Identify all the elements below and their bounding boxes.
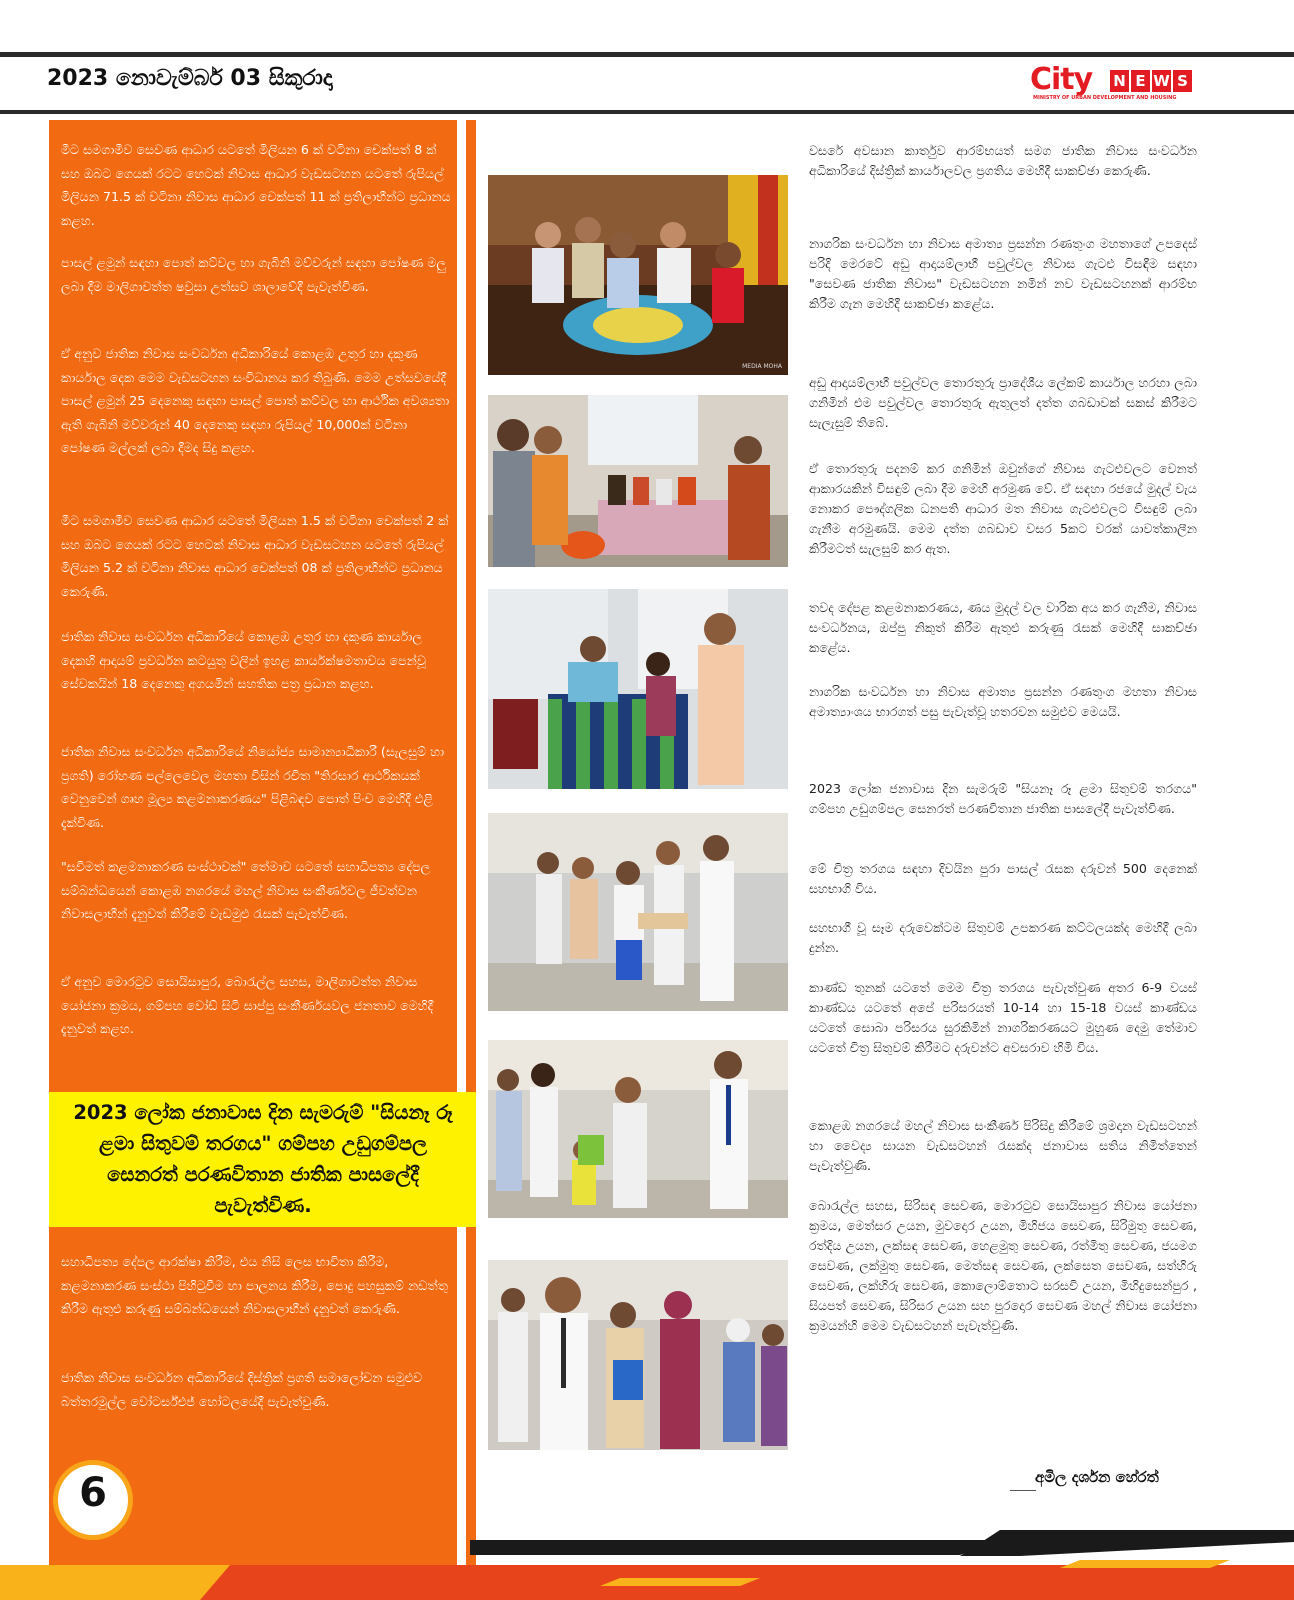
- logo-letter: W: [1153, 72, 1170, 90]
- right-paragraph: නාගරික සංවර්ධන හා නිවාස අමාත්‍ය ප්‍රසන්න රණතුංග මහතා නිවාස අමාත්‍යාංශය භාරගත් පසු පැවැත්වූ හතරවන සමුළුව මෙයයි.: [809, 684, 1197, 719]
- logo-city-text: City: [1030, 62, 1093, 97]
- left-paragraph: ජාතික නිවාස සංවර්ධන අධිකාරියේ නියෝජ්‍ය සාමාන්‍යාධිකාරී (සැලසුම් හා ප්‍රගති) රෝහණ පල්ලෙවෙල මහතා විසින් රචිත "තිරසාර ආර්ථිකයක් වෙනුවෙන් ගෘහ මූල්‍ය කළමනාකරණය" පිළිබඳව පොත් පිංච මෙහිදී එළි දැක්විණ.: [61, 744, 445, 830]
- issue-date: 2023 නොවැම්බර් 03 සිකුරාදා: [47, 66, 333, 91]
- logo-letter: E: [1131, 70, 1150, 92]
- left-paragraph: මීට සමගාමීව සෙවණ ආධාර යටතේ මිලියන 1.5 ක් වටිනා චෙක්පත් 2 ක් සහ ඔබට ගෙයක් රටට හෙටක් නිවාස ආධාර වැඩසටහන යටතේ රුපියල් මිලියන 5.2 ක් වටිනා නිවාස ආධාර චෙක්පත් 08 ක් ප්‍රතිලාභීන්ට ප්‍රධානය කෙරුණි.: [61, 513, 449, 599]
- photo-credit: MEDIA MOHA: [742, 363, 782, 370]
- left-paragraph: පාසල් ළමුන් සඳහා පොත් කට්වල හා ගැබිනි මව්වරුන් සඳහා පෝෂණ මලු ලබා දීම මාලිගාවත්ත ෂවුසා උත්සව ශාලාවේදී පැවැත්විණ.: [61, 255, 447, 294]
- left-column-background: [49, 120, 457, 1575]
- left-paragraph: "සවිමත් කළමනාකරණ සංස්ථාවක්" තේමාව යටතේ සහාධිපත්‍ය දේපල සම්බන්ධයෙන් කොළඹ නගරයේ මහල් නිවාස සංකීර්ණවල ජීවත්වන නිවාසලාභීන් දැනුවත් කිරීමේ වැඩමුළු රැසක් පැවැත්විණ.: [61, 859, 431, 922]
- left-paragraph: සහාධිපත්‍ය දේපල ආරක්ෂා කිරීම, එය නිසි ලෙස භාවිතා කිරීම, කළමනාකරණ සංස්ථා පිහිටුවීම හා පාලනය කිරීම, පොදු පහසුකම් නඩත්තු කිරීම ඇතුළු කරුණු සම්බන්ධයෙන් නිවාසලාභීන් දැනුවත් කෙරුණි.: [61, 1254, 448, 1317]
- left-paragraph: ජාතික නිවාස සංවර්ධන අධිකාරියේ දිස්ත්‍රික් ප්‍රගති සමාලෝචන සමුළුව බත්තරමුල්ල වෝටර්ස්එජ් හෝටලයේදී පැවැත්වුණි.: [61, 1370, 423, 1409]
- logo-news-letters: [1110, 70, 1192, 92]
- right-paragraph: තවද දේපළ කළමනාකරණය, ණය මුදල් වල වාරික අය කර ගැනීම, නිවාස සංවර්ධනය, ඔප්පු නිකුත් කිරීම ඇතුළු කරුණු රැසක් මෙහිදී සාකච්ඡා කළේය.: [809, 600, 1197, 655]
- footer-decoration: [0, 1530, 1294, 1600]
- highlight-title: 2023 ලෝක ජනාවාස දින සැමරුම් "සියනෑ රූ ළමා සිතුවම් තරගය" ගම්පහ උඩුගම්පල සෙනරත් පරණවිතාන ජාතික පාසලේදී පැවැත්විණ.: [73, 1101, 453, 1217]
- header-bottom-rule: [0, 110, 1294, 114]
- page-number: 6: [79, 1470, 107, 1516]
- photo-pregnant-mothers-gifts: [488, 1260, 788, 1450]
- right-paragraph: 2023 ලෝක ජනාවාස දින සැමරුම් "සියනෑ රූ ළමා සිතුවම් තරගය" ගම්පහ උඩුගම්පල සෙනරත් පරණවිතාන ජාතික පාසලේදී පැවැත්විණ.: [809, 781, 1197, 816]
- logo-subtitle: MINISTRY OF URBAN DEVELOPMENT AND HOUSING: [1033, 95, 1177, 101]
- right-paragraph: බොරැල්ල සහස, සිරිසඳ සෙවණ, මොරටුව සොයිසාපුර නිවාස යෝජනා ක්‍රමය, මෙත්සර උයන, මුවදොර උයන, මිහිජය සෙවණ, සිරිමුතු සෙවණ, රත්දිය උයන, ලක්සඳ සෙවණ, හෙළමුතු සෙවණ, රත්මිතු සෙවණ, ජයමග සෙවණ, ලක්මුතු සෙවණ, මෙත්සඳ සෙවණ, ලක්සෙත සෙවණ, සත්හිරු සෙවණ, ලක්හිරු සෙවණ, කොලොම්තොට සරසවි උයන, මිහිදුසෙන්පුර , සියපත් සෙවණ, සිරිසර උයන සහ පුරදොර සෙවණ මහල් නිවාස යෝජනා ක්‍රමයන්හි මෙම වැඩසටහන් පැවැත්වුණි.: [809, 1198, 1197, 1333]
- right-paragraph: සහභාගී වූ සෑම දරුවෙක්ටම සිතුවම් උපකරණ කට්ටලයක්ද මෙහිදී ලබා දුන්න.: [809, 920, 1197, 955]
- left-paragraph: ඒ අනුව ජාතික නිවාස සංවර්ධන අධිකාරියේ කොළඹ උතුර හා දකුණ කාර්යාල දෙක මෙම වැඩසටහන සංවිධානය කර තිබුණි. මෙම උත්සවයේදී පාසල් ළමුන් 25 දෙනෙකු සඳහා පාසල් පොත් කට්වල හා ආර්ථික අවශ්‍යතා ඇති ගැබිනි මව්වරුන් 40 දෙනෙකු සඳහා රුපියල් 10,000ක් වටිනා පෝෂණ මල්ලක් ලබා දීමද සිදු කළහ.: [61, 346, 450, 456]
- header-top-rule: [0, 52, 1294, 57]
- right-paragraph: ඒ තොරතුරු පදනම් කර ගනිමින් ඔවුන්ගේ නිවාස ගැටළුවලට වෙනත් ආකාරයකින් විසඳුම් ලබා දීම මෙහි අරමුණ වේ. ඒ සඳහා රජයේ මුදල් වැය නොකර පෞද්ගලික ධනපති ආධාර මත නිවාස ගැටළුවලට විසඳුම් ලබා ගැනීම අරමුණයි. මෙම දත්ත ගබඩාව වසර 5කට වරක් යාවත්කාලීන කිරීමටත් සැලසුම් කර ඇත.: [809, 461, 1197, 556]
- right-paragraph: කොළඹ නගරයේ මහල් නිවාස සංකීර්ණ පිරිසිදු කිරීමේ ශ්‍රමදාන වැඩසටහන් හා වෛද්‍ය සායන වැඩසටහන් රැසක්ද ජනාවාස සතිය නිමිත්තෙන් පැවැත්වුණි.: [809, 1118, 1197, 1173]
- author-byline: අමිල දර්ශන හේරත්: [1035, 1468, 1159, 1486]
- left-paragraph: මීට සමගාමීව සෙවණ ආධාර යටතේ මිලියන 6 ක් වටිනා චෙක්පත් 8 ක් සහ ඔබට ගෙයක් රටට හෙටක් නිවාස ආධාර වැඩසටහන යටතේ රුපියල් මිලියන 71.5 ක් වටිනා නිවාස ආධාර චෙක්පත් 11 ක් ප්‍රතිලාභීන්ට ප්‍රධානය කළහ.: [61, 142, 451, 228]
- logo-letter: S: [1173, 70, 1192, 92]
- right-paragraph: අඩු ආදායම්ලාභී පවුල්වල තොරතුරු ප්‍රාදේශීය ලේකම් කාර්යාල හරහා ලබා ගනිමින් එම පවුල්වල තොරතුරු ඇතුලත් දත්ත ගබඩාවක් සකස් කිරීමට සැලැසුම් තිබේ.: [809, 375, 1197, 430]
- photo-gift-handover: [488, 1040, 788, 1218]
- right-paragraph: මේ චිත්‍ර තරගය සඳහා දිවයින පුරා පාසල් රැසක දරුවන් 500 දෙනෙක් සහභාගි විය.: [809, 861, 1197, 896]
- photo-children-table: [488, 589, 788, 789]
- photo-meeting-table: [488, 175, 788, 375]
- right-paragraph: නාගරික සංවර්ධන හා නිවාස අමාත්‍ය ප්‍රසන්න රණතුංග මහතාගේ උපදෙස් පරිදි මෙරටේ අඩු ආදායම්ලාභී පවුල්වල නිවාස ගැටළු විසඳීම සඳහා "සෙවණ ජාතික නිවාස" වැඩසටහන නමින් නව වැඩසටහනක් ආරම්භ කිරීම ගැන මෙහිදී සාකච්ඡා කළේය.: [809, 236, 1197, 311]
- photo-nutrition-packs: [488, 395, 788, 567]
- logo-letter: N: [1110, 70, 1129, 92]
- city-news-logo: [1030, 62, 1210, 106]
- author-rule: [1010, 1490, 1036, 1491]
- right-paragraph: වසරේ අවසාන කාර්තුව ආරම්භයත් සමග ජාතික නිවාස සංවර්ධන අධිකාරියේ දිස්ත්‍රික් කාර්යාලවල ප්‍රගතිය මෙහිදී සාකච්ඡා කෙරුණි.: [809, 143, 1197, 178]
- column-divider: [466, 120, 476, 1575]
- right-paragraph: කාණ්ඩ තුනක් යටතේ මෙම චිත්‍ර තරගය පැවැත්වුණ අතර 6-9 වයස් කාණ්ඩය යටතේ අපේ පරිසරයත් 10-14 හා 15-18 වයස් කාණ්ඩය යටතේ සොබා පරිසරය සුරකිමින් නාගරිකරණයට මුහුණ දෙමු තේමාව යටතේ චිත්‍ර සිතුවම් කිරීමට දරුවන්ට අවසරාව හිමි විය.: [809, 980, 1197, 1055]
- left-paragraph: ජාතික නිවාස සංවර්ධන අධිකාරියේ කොළඹ උතුර හා දකුණ කාර්යාල දෙකහි ආදායම් ප්‍රවර්ධන කටයුතු වලින් ඉහළ කාර්යක්ෂමතාවය පෙන්වූ සේවකයින් 18 දෙනෙකු අගයමින් සහතික පත්‍ර ප්‍රධාන කළහ.: [61, 629, 426, 692]
- photo-certificate-presentation: [488, 813, 788, 1011]
- left-paragraph: ඒ අනුව මොරටුව සොයිසාපුර, බොරැල්ල සහස, මාලිගාවත්ත නිවාස යෝජනා ක්‍රමය, ගම්පහ වෝඩ් සිටි සාප්පු සංකීර්ණයවල ජනතාව මෙහිදී දැනුවත් කළහ.: [61, 974, 434, 1037]
